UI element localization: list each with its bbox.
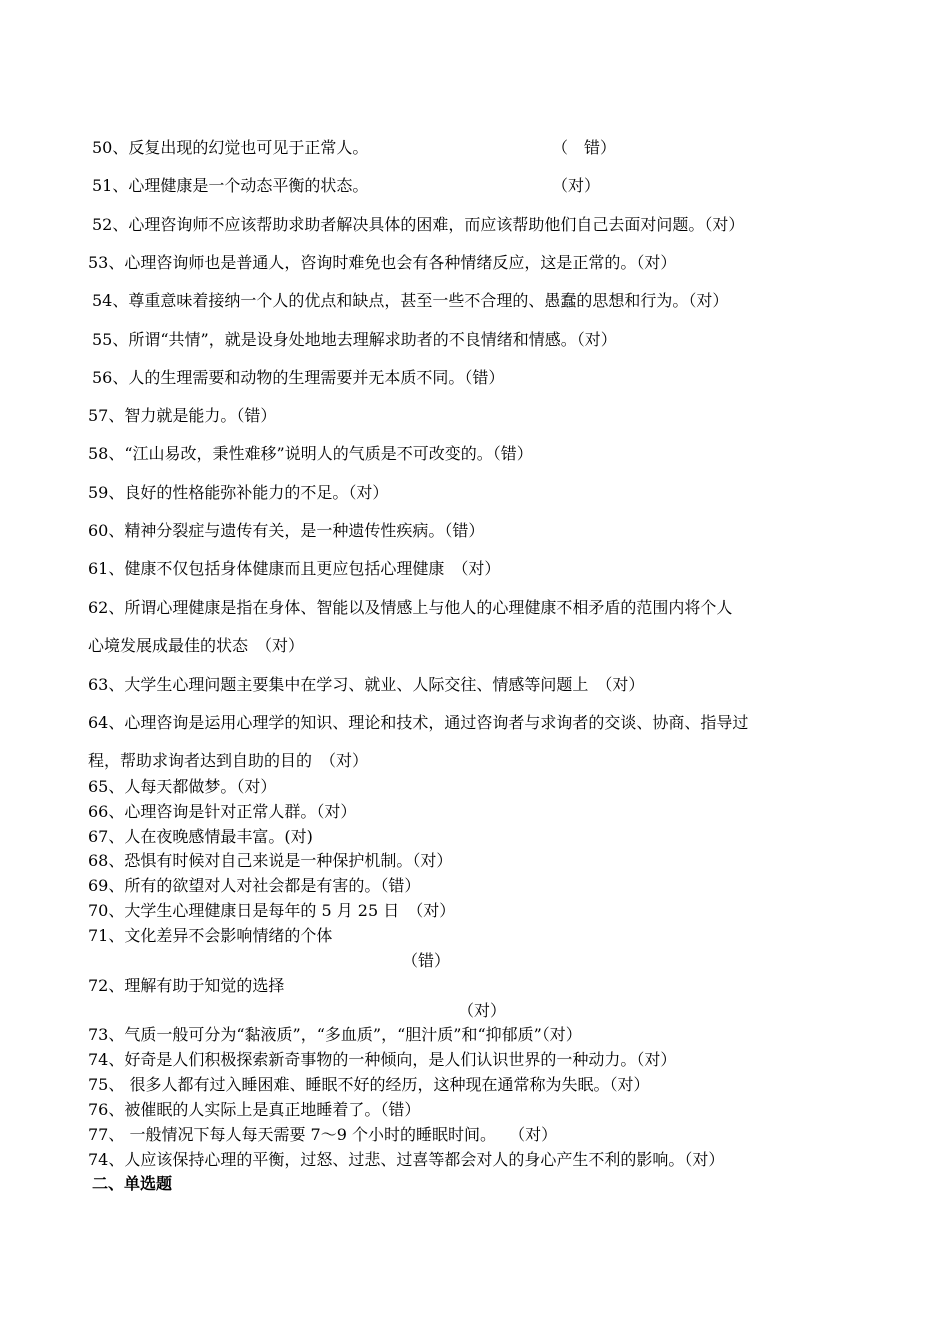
question-line: 76、被催眠的人实际上是真正地睡着了。（错）: [88, 1100, 421, 1119]
question-line: 68、恐惧有时候对自己来说是一种保护机制。（对）: [88, 851, 453, 870]
question-line: 72、理解有助于知觉的选择: [88, 976, 285, 995]
question-line: 63、大学生心理问题主要集中在学习、就业、人际交往、情感等问题上 （对）: [88, 675, 645, 694]
question-line: 71、文化差异不会影响情绪的个体: [88, 926, 333, 945]
question-line: 54、尊重意味着接纳一个人的优点和缺点，甚至一些不合理的、愚蠢的思想和行为。（对）: [92, 291, 729, 310]
question-line: 75、 很多人都有过入睡困难、睡眠不好的经历，这种现在通常称为失眠。（对）: [88, 1075, 650, 1094]
question-line: 心境发展成最佳的状态 （对）: [88, 636, 305, 655]
question-line: 50、反复出现的幻觉也可见于正常人。: [92, 138, 369, 157]
question-line: 53、心理咨询师也是普通人，咨询时难免也会有各种情绪反应，这是正常的。（对）: [88, 253, 677, 272]
question-line: 77、 一般情况下每人每天需要 7～9 个小时的睡眠时间。 （对）: [88, 1125, 558, 1144]
question-line: 58、“江山易改，秉性难移”说明人的气质是不可改变的。（错）: [88, 444, 533, 463]
question-line: 59、良好的性格能弥补能力的不足。（对）: [88, 483, 389, 502]
question-line: 61、健康不仅包括身体健康而且更应包括心理健康 （对）: [88, 559, 501, 578]
question-line: 73、气质一般可分为“黏液质”，“多血质”，“胆汁质”和“抑郁质”（对）: [88, 1025, 582, 1044]
section-heading: 二、单选题: [92, 1174, 173, 1193]
question-line: 70、大学生心理健康日是每年的 5 月 25 日 （对）: [88, 901, 456, 920]
answer-mark: （错）: [402, 951, 451, 970]
question-line: 51、心理健康是一个动态平衡的状态。: [92, 176, 369, 195]
question-line: 52、心理咨询师不应该帮助求助者解决具体的困难，而应该帮助他们自己去面对问题。（对）: [92, 215, 745, 234]
question-line: 程，帮助求询者达到自助的目的 （对）: [88, 751, 369, 770]
question-line: 62、所谓心理健康是指在身体、智能以及情感上与他人的心理健康不相矛盾的范围内将个人: [88, 598, 733, 617]
question-line: 74、人应该保持心理的平衡，过怒、过悲、过喜等都会对人的身心产生不利的影响。（对）: [88, 1150, 725, 1169]
question-line: 57、智力就是能力。（错）: [88, 406, 277, 425]
question-line: 55、所谓“共情”，就是设身处地地去理解求助者的不良情绪和情感。（对）: [92, 330, 617, 349]
question-line: 64、心理咨询是运用心理学的知识、理论和技术，通过咨询者与求询者的交谈、协商、指导过: [88, 713, 749, 732]
question-line: 65、人每天都做梦。（对）: [88, 777, 277, 796]
question-line: 67、人在夜晚感情最丰富。(对): [88, 827, 313, 846]
question-line: 66、心理咨询是针对正常人群。（对）: [88, 802, 357, 821]
answer-mark: （ 错）: [552, 138, 617, 157]
answer-mark: （对）: [458, 1001, 507, 1020]
answer-mark: （对）: [552, 176, 601, 195]
question-line: 60、精神分裂症与遗传有关，是一种遗传性疾病。（错）: [88, 521, 485, 540]
question-line: 56、人的生理需要和动物的生理需要并无本质不同。（错）: [92, 368, 505, 387]
question-line: 69、所有的欲望对人对社会都是有害的。（错）: [88, 876, 421, 895]
question-line: 74、好奇是人们积极探索新奇事物的一种倾向，是人们认识世界的一种动力。（对）: [88, 1050, 677, 1069]
